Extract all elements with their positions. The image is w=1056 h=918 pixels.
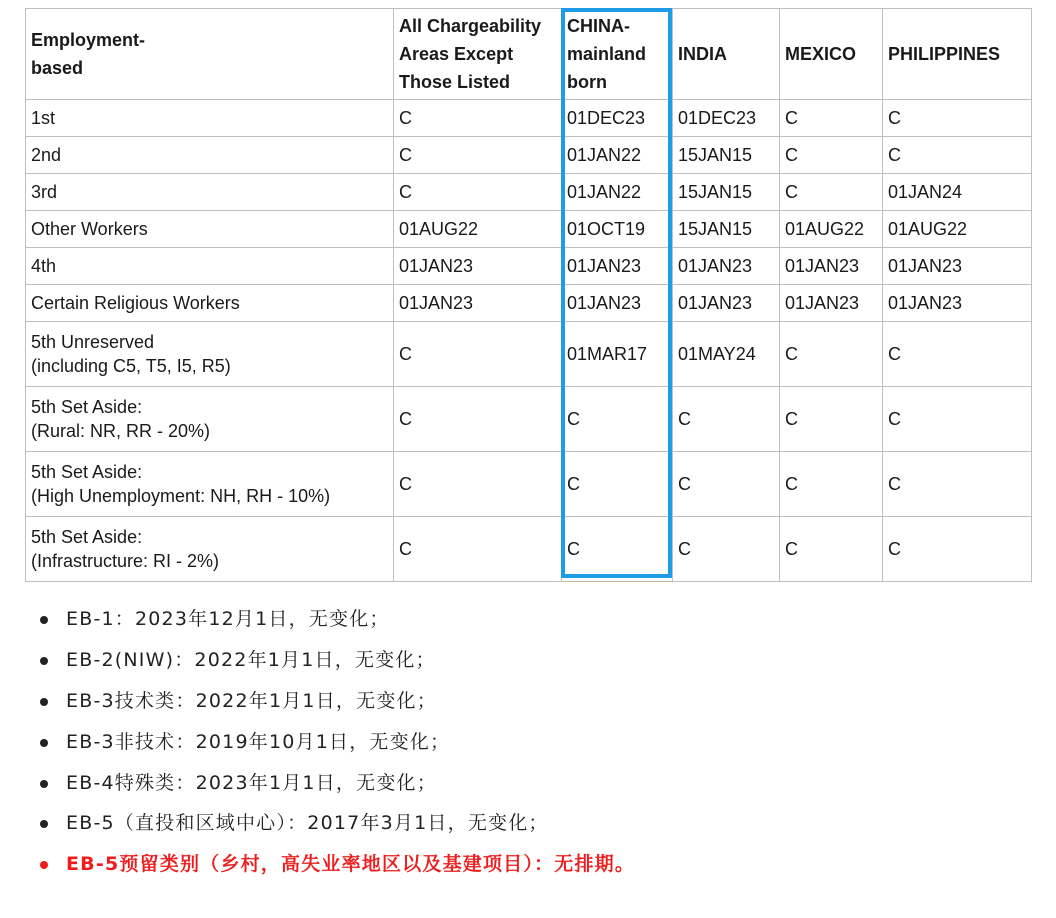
date-cell: 15JAN15 [673, 174, 780, 211]
category-line: 3rd [31, 182, 58, 202]
date-cell: C [780, 100, 883, 137]
category-cell [26, 517, 394, 582]
category-line: 5th Set Aside: [31, 397, 143, 417]
column-header-line: Areas Except [399, 44, 514, 64]
date-cell: C [562, 387, 673, 452]
bullet-icon [40, 616, 48, 624]
note-item [38, 681, 635, 722]
visa-bulletin-table-container [25, 8, 1032, 582]
date-cell: 01JAN23 [780, 248, 883, 285]
note-text: EB-1：2023年12月1日，无变化； [66, 608, 390, 630]
category-cell [26, 248, 394, 285]
date-cell: C [780, 322, 883, 387]
date-cell: C [394, 137, 562, 174]
note-text: EB-5预留类别（乡村，高失业率地区以及基建项目）：无排期。 [66, 853, 636, 876]
column-header [673, 9, 780, 100]
date-cell: 01OCT19 [562, 211, 673, 248]
column-header [394, 9, 562, 100]
date-cell: 15JAN15 [673, 211, 780, 248]
table-row [26, 100, 1032, 137]
table-row [26, 137, 1032, 174]
column-header-line: MEXICO [785, 44, 857, 64]
date-cell: 01JAN23 [883, 248, 1032, 285]
table-body [26, 100, 1032, 582]
date-cell: 01AUG22 [883, 211, 1032, 248]
header-row [26, 9, 1032, 100]
column-header-line: born [567, 72, 607, 92]
date-cell: C [780, 137, 883, 174]
bullet-icon [40, 657, 48, 665]
category-cell [26, 387, 394, 452]
column-header-line: Those Listed [399, 72, 511, 92]
category-line: 4th [31, 256, 57, 276]
date-cell: 01JAN24 [883, 174, 1032, 211]
date-cell: 01JAN23 [673, 285, 780, 322]
date-cell: C [394, 174, 562, 211]
category-cell [26, 137, 394, 174]
note-text: EB-3非技术：2019年10月1日，无变化； [66, 730, 451, 753]
category-cell [26, 285, 394, 322]
category-line: 5th Set Aside: [31, 527, 143, 547]
notes-list [38, 599, 635, 885]
category-cell [26, 322, 394, 387]
note-item [38, 803, 635, 844]
note-item [38, 599, 635, 640]
bullet-icon [40, 820, 48, 828]
category-line: 5th Set Aside: [31, 462, 143, 482]
date-cell: C [673, 387, 780, 452]
category-line: 2nd [31, 145, 62, 165]
category-cell [26, 452, 394, 517]
table-row [26, 285, 1032, 322]
category-line: (High Unemployment: NH, RH - 10%) [31, 486, 331, 506]
category-line: Other Workers [31, 219, 148, 239]
column-header-line: All Chargeability [399, 16, 542, 36]
note-item [38, 722, 635, 763]
date-cell: C [780, 517, 883, 582]
category-line: 1st [31, 108, 56, 128]
column-header-line: based [31, 58, 84, 78]
category-line: (Infrastructure: RI - 2%) [31, 551, 220, 571]
category-cell [26, 174, 394, 211]
table-header [26, 9, 1032, 100]
column-header-line: mainland [567, 44, 647, 64]
date-cell: C [394, 517, 562, 582]
date-cell: C [394, 452, 562, 517]
date-cell: C [780, 174, 883, 211]
date-cell: C [562, 452, 673, 517]
date-cell: 01JAN23 [673, 248, 780, 285]
column-header [26, 9, 394, 100]
bullet-icon [40, 698, 48, 706]
visa-bulletin-table [25, 8, 1032, 582]
note-item [38, 844, 635, 885]
note-text: EB-4特殊类：2023年1月1日，无变化； [66, 771, 437, 794]
date-cell: 01JAN23 [780, 285, 883, 322]
date-cell: C [883, 100, 1032, 137]
category-line: Certain Religious Workers [31, 293, 240, 313]
bullet-icon [40, 739, 48, 747]
column-header [562, 9, 673, 100]
date-cell: 01MAR17 [562, 322, 673, 387]
note-text: EB-3技术类：2022年1月1日，无变化； [66, 689, 437, 712]
date-cell: 01JAN22 [562, 174, 673, 211]
column-header [780, 9, 883, 100]
date-cell: 01DEC23 [673, 100, 780, 137]
date-cell: C [394, 100, 562, 137]
table-row [26, 174, 1032, 211]
date-cell: C [883, 452, 1032, 517]
category-cell [26, 100, 394, 137]
column-header-line: CHINA- [567, 16, 630, 36]
date-cell: C [394, 322, 562, 387]
category-line: (Rural: NR, RR - 20%) [31, 421, 211, 441]
date-cell: 01JAN23 [394, 285, 562, 322]
date-cell: 01DEC23 [562, 100, 673, 137]
column-header-line: Employment- [31, 30, 146, 50]
date-cell: 01MAY24 [673, 322, 780, 387]
category-cell [26, 211, 394, 248]
date-cell: 01AUG22 [394, 211, 562, 248]
date-cell: C [394, 387, 562, 452]
table-row [26, 517, 1032, 582]
note-item [38, 640, 635, 681]
column-header [883, 9, 1032, 100]
date-cell: C [673, 517, 780, 582]
date-cell: C [883, 137, 1032, 174]
column-header-line: PHILIPPINES [888, 44, 1001, 64]
column-header-line: INDIA [678, 44, 727, 64]
category-line: (including C5, T5, I5, R5) [31, 356, 231, 376]
date-cell: 01JAN23 [394, 248, 562, 285]
category-line: 5th Unreserved [31, 332, 155, 352]
note-item [38, 763, 635, 804]
date-cell: 01AUG22 [780, 211, 883, 248]
date-cell: 01JAN23 [562, 248, 673, 285]
date-cell: 01JAN23 [883, 285, 1032, 322]
date-cell: 15JAN15 [673, 137, 780, 174]
note-text: EB-2(NIW)：2022年1月1日，无变化； [66, 648, 436, 671]
date-cell: C [780, 452, 883, 517]
date-cell: C [883, 517, 1032, 582]
date-cell: C [562, 517, 673, 582]
date-cell: C [780, 387, 883, 452]
date-cell: C [883, 387, 1032, 452]
table-row [26, 387, 1032, 452]
date-cell: C [883, 322, 1032, 387]
date-cell: 01JAN23 [562, 285, 673, 322]
note-text: EB-5（直投和区域中心）：2017年3月1日，无变化； [66, 812, 549, 835]
date-cell: C [673, 452, 780, 517]
bullet-icon [40, 861, 48, 869]
table-row [26, 322, 1032, 387]
table-row [26, 248, 1032, 285]
table-row [26, 211, 1032, 248]
bullet-icon [40, 780, 48, 788]
table-row [26, 452, 1032, 517]
date-cell: 01JAN22 [562, 137, 673, 174]
